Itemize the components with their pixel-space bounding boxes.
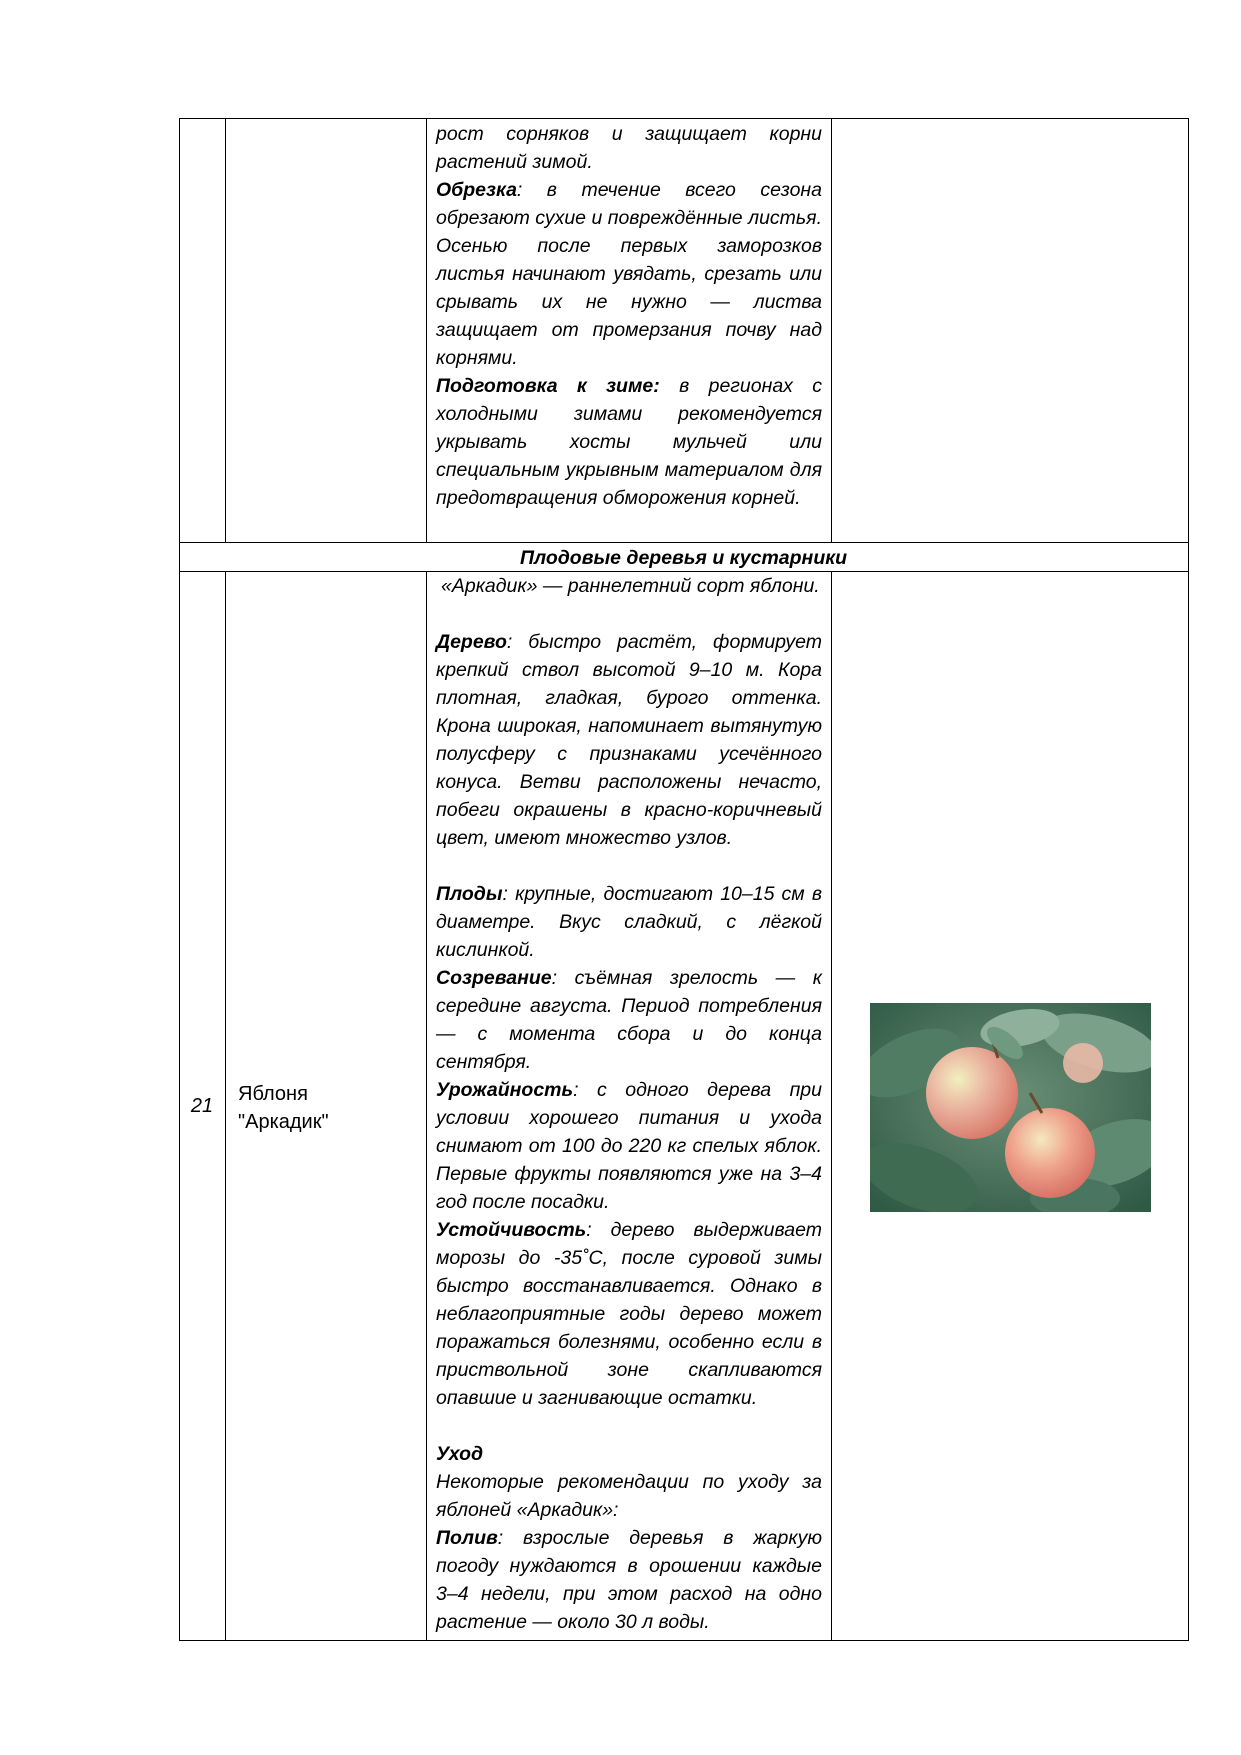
plant-name-line1: Яблоня — [238, 1083, 308, 1105]
pruning-text: : в течение всего сезона обрезают сухие и повреждённые листья. Осенью после первых заморозков листья начинают увядать, срезать или срывать их не нужно — листва защищает от промерзания почву над корнями. — [436, 179, 822, 369]
tree-paragraph — [436, 628, 822, 852]
col-border-2-lower — [426, 571, 427, 1641]
table-border-top — [179, 118, 1189, 119]
apple-photo-image — [870, 1003, 1151, 1212]
section-row-top-border — [179, 542, 1189, 543]
ripening-text: : съёмная зрелость — к середине августа. Период потребления — с момента сбора и до конца сентября. — [436, 967, 822, 1073]
intro-paragraph: «Аркадик» — раннелетний сорт яблони. — [441, 575, 820, 597]
fruit-label: Плоды — [436, 883, 503, 905]
row-number: 21 — [190, 1095, 214, 1117]
col-border-3-upper — [831, 118, 832, 543]
fruit-text: : крупные, достигают 10–15 см в диаметре. Вкус сладкий, с лёгкой кислинкой. — [436, 883, 822, 961]
yield-paragraph — [436, 1076, 822, 1216]
col-border-right-upper — [1188, 118, 1189, 543]
apple-photo — [870, 1003, 1151, 1212]
winter-prep-label: Подготовка к зиме: — [436, 375, 660, 397]
tree-label: Дерево — [436, 631, 507, 653]
watering-label: Полив — [436, 1527, 498, 1549]
resistance-paragraph — [436, 1216, 822, 1412]
col-border-2-upper — [426, 118, 427, 543]
section-title: Плодовые деревья и кустарники — [519, 547, 848, 569]
pruning-paragraph — [436, 176, 822, 372]
yield-text: : с одного дерева при условии хорошего питания и ухода снимают от 100 до 220 кг спелых яблок. Первые фрукты появляются уже на 3–4 год после посадки. — [436, 1079, 822, 1213]
watering-text: : взрослые деревья в жаркую погоду нуждаются в орошении каждые 3–4 недели, при этом расход на одно растение — около 30 л воды. — [436, 1527, 822, 1633]
continuation-paragraph: рост сорняков и защищает корни растений зимой. — [436, 123, 822, 173]
winter-prep-paragraph — [436, 372, 822, 512]
plant-name — [238, 1080, 418, 1136]
fruit-paragraph — [436, 880, 822, 964]
resistance-label: Устойчивость — [436, 1219, 587, 1241]
col-border-1-lower — [225, 571, 226, 1641]
watering-paragraph — [436, 1524, 822, 1636]
care-heading: Уход — [436, 1443, 484, 1465]
plant-name-line2: "Аркадик" — [238, 1111, 329, 1133]
tree-text: : быстро растёт, формирует крепкий ствол высотой 9–10 м. Кора плотная, гладкая, бурого оттенка. Крона широкая, напоминает вытянутую полусферу с признаками усечённого конуса. Ветви расположены нечасто, побеги окрашены в красно-коричневый цвет, имеют множество узлов. — [436, 631, 822, 849]
section-border-right — [1188, 542, 1189, 572]
resistance-text: : дерево выдерживает морозы до -35˚С, после суровой зимы быстро восстанавливается. Однако в неблагоприятные годы дерево может поражаться болезнями, особенно если в приствольной зоне скапливаются опавшие и загнивающие остатки. — [436, 1219, 822, 1409]
col-border-right-lower — [1188, 571, 1189, 1641]
col-border-1-upper — [225, 118, 226, 543]
ripening-label: Созревание — [436, 967, 552, 989]
pruning-label: Обрезка — [436, 179, 517, 201]
col-border-left-upper — [179, 118, 180, 543]
ripening-paragraph — [436, 964, 822, 1076]
yield-label: Урожайность — [436, 1079, 574, 1101]
col-border-3-lower — [831, 571, 832, 1641]
care-paragraph: Некоторые рекомендации по уходу за яблоней «Аркадик»: — [436, 1471, 822, 1521]
table-border-bottom — [179, 1640, 1189, 1641]
winter-prep-text: в регионах с холодными зимами рекомендуется укрывать хосты мульчей или специальным укрывным материалом для предотвращения обморожения корней. — [436, 375, 823, 509]
